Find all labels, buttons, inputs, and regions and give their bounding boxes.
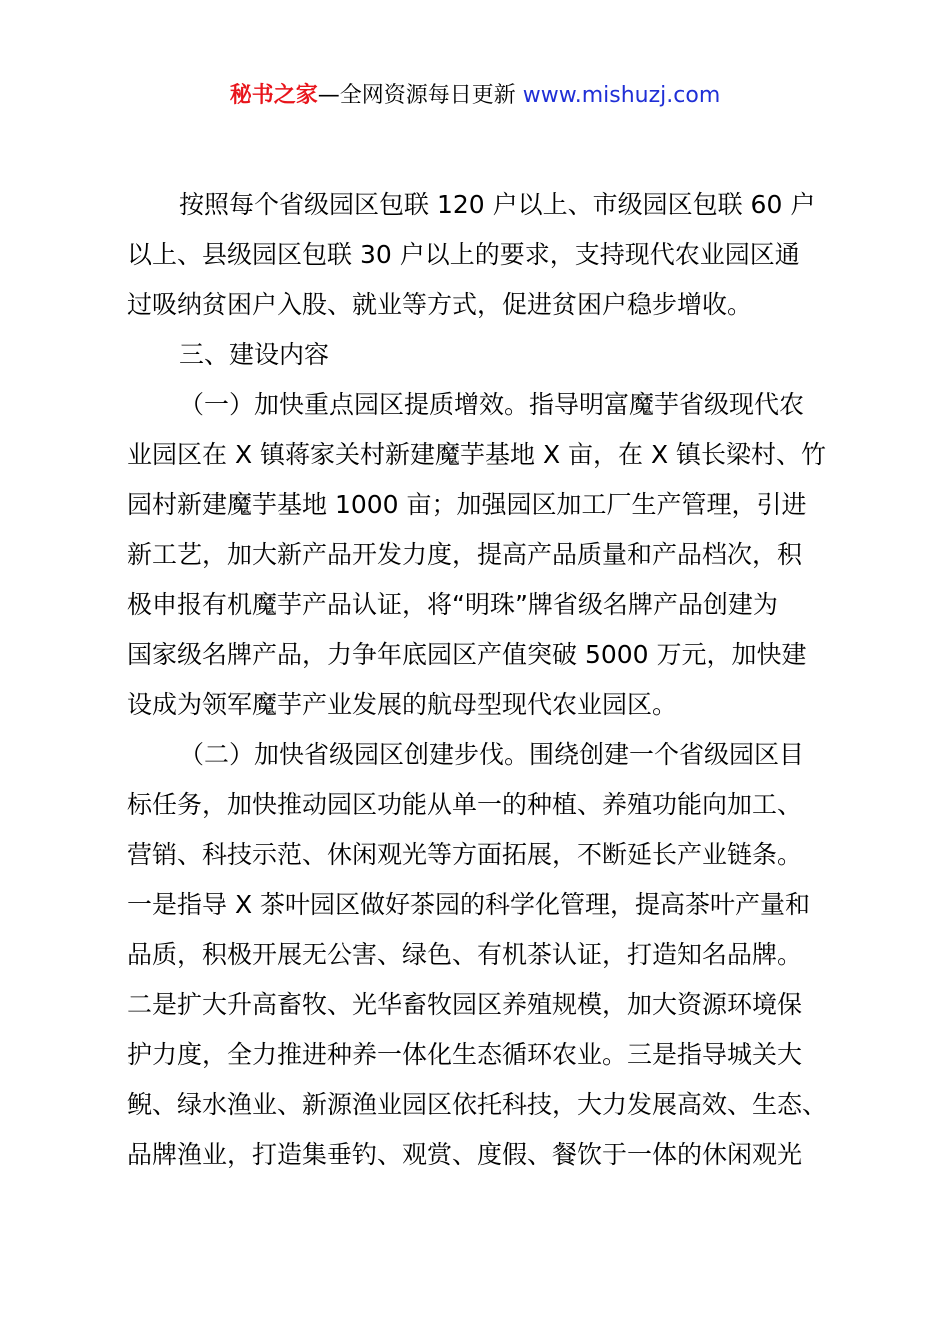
text-line: 园村新建魔芋基地 1000 亩；加强园区加工厂生产管理，引进 xyxy=(127,490,807,519)
text-line: 鲵、绿水渔业、新源渔业园区依托科技，大力发展高效、生态、 xyxy=(127,1090,828,1119)
brand-name: 秘书之家 xyxy=(229,83,318,108)
text-line: 以上、县级园区包联 30 户以上的要求，支持现代农业园区通 xyxy=(127,240,800,269)
text-line: （二）加快省级园区创建步伐。围绕创建一个省级园区目 xyxy=(179,740,805,769)
text-line: 营销、科技示范、休闲观光等方面拓展，不断延长产业链条。 xyxy=(127,840,803,869)
page-header xyxy=(0,80,950,112)
document-body xyxy=(127,180,833,1180)
text-line: 过吸纳贫困户入股、就业等方式，促进贫困户稳步增收。 xyxy=(127,290,753,319)
text-line: 一是指导 X 茶叶园区做好茶园的科学化管理，提高茶叶产量和 xyxy=(127,890,811,919)
website-link[interactable]: www.mishuzj.com xyxy=(522,83,721,108)
text-line: 标任务，加快推动园区功能从单一的种植、养殖功能向加工、 xyxy=(127,790,803,819)
text-line: 按照每个省级园区包联 120 户以上、市级园区包联 60 户 xyxy=(179,190,816,219)
text-line: 设成为领军魔芋产业发展的航母型现代农业园区。 xyxy=(127,690,678,719)
text-line: 业园区在 X 镇蒋家关村新建魔芋基地 X 亩，在 X 镇长梁村、竹 xyxy=(127,440,827,469)
text-line: 品牌渔业，打造集垂钓、观赏、度假、餐饮于一体的休闲观光 xyxy=(127,1140,803,1169)
text-line: 品质，积极开展无公害、绿色、有机茶认证，打造知名品牌。 xyxy=(127,940,803,969)
text-line: （一）加快重点园区提质增效。指导明富魔芋省级现代农 xyxy=(179,390,805,419)
text-line: 二是扩大升高畜牧、光华畜牧园区养殖规模，加大资源环境保 xyxy=(127,990,803,1019)
section-heading: 三、建设内容 xyxy=(179,340,330,369)
text-line: 国家级名牌产品，力争年底园区产值突破 5000 万元，加快建 xyxy=(127,640,807,669)
text-line: 极申报有机魔芋产品认证，将“明珠”牌省级名牌产品创建为 xyxy=(127,590,778,619)
header-tagline: —全网资源每日更新 xyxy=(317,83,523,108)
text-line: 新工艺，加大新产品开发力度，提高产品质量和产品档次，积 xyxy=(127,540,803,569)
text-line: 护力度，全力推进种养一体化生态循环农业。三是指导城关大 xyxy=(127,1040,803,1069)
